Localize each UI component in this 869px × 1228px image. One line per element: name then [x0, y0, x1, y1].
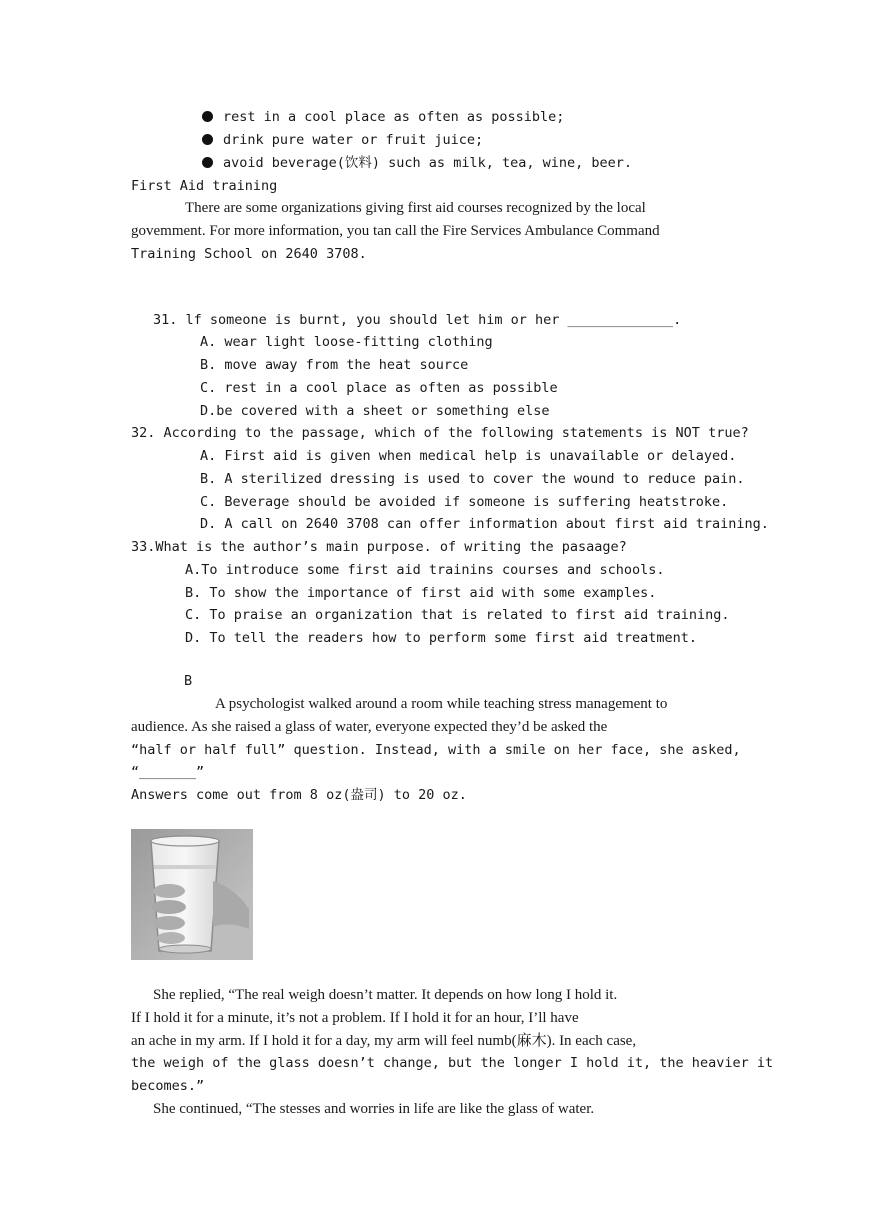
- paragraph-line: She replied, “The real weigh doesn’t matter. It depends on how long I hold it.: [153, 987, 618, 1003]
- answer-option: C. To praise an organization that is related to first aid training.: [185, 607, 730, 623]
- answer-option: A.To introduce some first aid trainins courses and schools.: [185, 562, 665, 578]
- paragraph-line: “half or half full” question. Instead, with a smile on her face, she asked,: [131, 742, 741, 758]
- answer-option: D. To tell the readers how to perform some first aid treatment.: [185, 630, 698, 646]
- section-heading: First Aid training: [131, 178, 278, 194]
- answer-option: C. rest in a cool place as often as possible: [200, 380, 558, 396]
- paragraph-line: becomes.”: [131, 1078, 205, 1094]
- paragraph-line: audience. As she raised a glass of water, everyone expected they’d be asked the: [131, 719, 608, 735]
- paragraph-line: govemment. For more information, you tan call the Fire Services Ambulance Command: [131, 223, 660, 239]
- answer-option: B. A sterilized dressing is used to cover the wound to reduce pain.: [200, 471, 745, 487]
- answer-option: B. move away from the heat source: [200, 357, 469, 373]
- answer-option: D. A call on 2640 3708 can offer information about first aid training.: [200, 516, 769, 532]
- paragraph-line: A psychologist walked around a room while teaching stress management to: [215, 696, 668, 712]
- paragraph-line: There are some organizations giving first aid courses recognized by the local: [185, 200, 646, 216]
- paragraph-line: an ache in my arm. If I hold it for a day, my arm will feel numb(麻木). In each case,: [131, 1033, 637, 1049]
- paragraph-line: Training School on 2640 3708.: [131, 246, 367, 262]
- glass-of-water-photo: [131, 829, 253, 960]
- paragraph-line: “_______”: [131, 764, 205, 780]
- question-stem: 32. According to the passage, which of the following statements is NOT true?: [131, 425, 749, 441]
- paragraph-line: She continued, “The stesses and worries in life are like the glass of water.: [153, 1101, 595, 1117]
- paragraph-line: Answers come out from 8 oz(盎司) to 20 oz.: [131, 787, 467, 803]
- answer-option: D.be covered with a sheet or something else: [200, 403, 550, 419]
- bullet-item: drink pure water or fruit juice;: [202, 131, 483, 149]
- question-stem: 33.What is the author’s main purpose. of writing the pasaage?: [131, 539, 627, 555]
- answer-option: B. To show the importance of first aid with some examples.: [185, 585, 657, 601]
- bullet-item: avoid beverage(饮料) such as milk, tea, wine, beer.: [202, 154, 632, 172]
- answer-option: A. First aid is given when medical help is unavailable or delayed.: [200, 448, 737, 464]
- answer-option: A. wear light loose-fitting clothing: [200, 334, 493, 350]
- bullet-item: rest in a cool place as often as possible;: [202, 108, 564, 126]
- paragraph-line: the weigh of the glass doesn’t change, but the longer I hold it, the heavier it: [131, 1055, 774, 1071]
- question-stem: 31. lf someone is burnt, you should let him or her _____________.: [153, 312, 682, 328]
- answer-option: C. Beverage should be avoided if someone is suffering heatstroke.: [200, 494, 729, 510]
- section-label: B: [184, 673, 193, 689]
- paragraph-line: If I hold it for a minute, it’s not a problem. If I hold it for an hour, I’ll have: [131, 1010, 579, 1026]
